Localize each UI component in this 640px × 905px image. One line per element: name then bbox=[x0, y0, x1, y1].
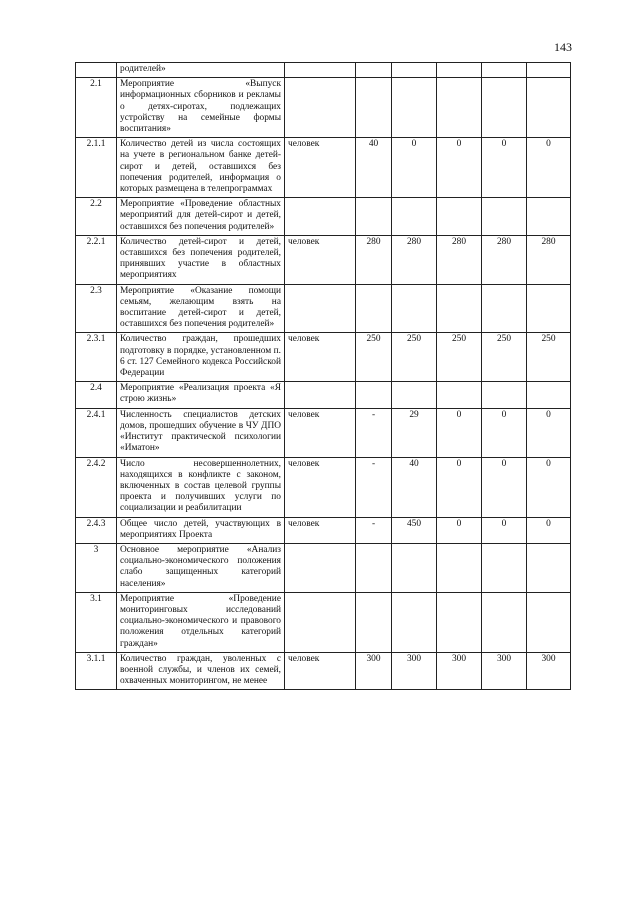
row-unit: человек bbox=[285, 408, 356, 457]
table-row bbox=[76, 78, 571, 138]
row-value-3: 300 bbox=[437, 652, 482, 690]
row-name: Мероприятие «Проведение мониторинговых исследований социально-экономического и правового положения отдельных категорий граждан» bbox=[117, 592, 285, 652]
table-row bbox=[76, 408, 571, 457]
row-name: Число несовершеннолетних, находящихся в конфликте с законом, включенных в состав целевой группы проекта и получивших услуги по социализации и реабилитации bbox=[117, 457, 285, 517]
row-value-1 bbox=[356, 198, 392, 236]
table-row bbox=[76, 284, 571, 333]
row-value-5 bbox=[527, 592, 571, 652]
row-value-4: 0 bbox=[482, 457, 527, 517]
row-value-5: 300 bbox=[527, 652, 571, 690]
row-value-2: 0 bbox=[392, 138, 437, 198]
table-row bbox=[76, 138, 571, 198]
row-value-2 bbox=[392, 382, 437, 408]
row-value-3: 0 bbox=[437, 138, 482, 198]
row-name: Общее число детей, участвующих в мероприятиях Проекта bbox=[117, 517, 285, 543]
table-row bbox=[76, 652, 571, 690]
row-value-4 bbox=[482, 592, 527, 652]
row-value-4: 0 bbox=[482, 138, 527, 198]
table-row bbox=[76, 63, 571, 78]
table-row bbox=[76, 333, 571, 382]
row-value-2: 300 bbox=[392, 652, 437, 690]
row-unit: человек bbox=[285, 652, 356, 690]
row-unit: человек bbox=[285, 235, 356, 284]
row-unit bbox=[285, 198, 356, 236]
row-number: 2.1 bbox=[76, 78, 117, 138]
row-value-4: 0 bbox=[482, 517, 527, 543]
row-value-1 bbox=[356, 382, 392, 408]
row-number bbox=[76, 63, 117, 78]
row-value-4 bbox=[482, 198, 527, 236]
table-row bbox=[76, 235, 571, 284]
row-unit: человек bbox=[285, 333, 356, 382]
row-value-4 bbox=[482, 284, 527, 333]
row-value-1 bbox=[356, 543, 392, 592]
row-name: Мероприятие «Оказание помощи семьям, желающим взять на воспитание детей-сирот и детей, оставшихся без попечения родителей» bbox=[117, 284, 285, 333]
row-value-2 bbox=[392, 592, 437, 652]
row-value-1 bbox=[356, 592, 392, 652]
table-row bbox=[76, 592, 571, 652]
row-value-4: 280 bbox=[482, 235, 527, 284]
row-value-4: 0 bbox=[482, 408, 527, 457]
row-value-3 bbox=[437, 78, 482, 138]
row-unit: человек bbox=[285, 138, 356, 198]
row-number: 2.4.3 bbox=[76, 517, 117, 543]
row-number: 2.2 bbox=[76, 198, 117, 236]
row-name: Мероприятие «Реализация проекта «Я строю жизнь» bbox=[117, 382, 285, 408]
row-value-5 bbox=[527, 78, 571, 138]
row-value-3: 0 bbox=[437, 517, 482, 543]
row-unit bbox=[285, 63, 356, 78]
indicators-table bbox=[75, 62, 571, 690]
row-value-4: 250 bbox=[482, 333, 527, 382]
row-value-5: 250 bbox=[527, 333, 571, 382]
row-value-3: 0 bbox=[437, 408, 482, 457]
row-value-5 bbox=[527, 284, 571, 333]
row-number: 3.1.1 bbox=[76, 652, 117, 690]
row-value-5 bbox=[527, 198, 571, 236]
row-number: 2.4 bbox=[76, 382, 117, 408]
row-value-5 bbox=[527, 382, 571, 408]
row-value-1: 250 bbox=[356, 333, 392, 382]
row-value-2 bbox=[392, 198, 437, 236]
row-value-2: 29 bbox=[392, 408, 437, 457]
row-name: Количество граждан, прошедших подготовку в порядке, установленном п. 6 ст. 127 Семейного кодекса Российской Федерации bbox=[117, 333, 285, 382]
row-value-3 bbox=[437, 382, 482, 408]
row-value-5: 0 bbox=[527, 408, 571, 457]
row-name: Мероприятие «Выпуск информационных сборников и рекламы о детях-сиротах, подлежащих устройству на семейные формы воспитания» bbox=[117, 78, 285, 138]
row-name: Количество детей из числа состоящих на учете в региональном банке детей-сирот и детей, оставшихся без попечения родителей, информация о которых размещена в телепрограммах bbox=[117, 138, 285, 198]
row-value-3: 280 bbox=[437, 235, 482, 284]
row-value-1 bbox=[356, 78, 392, 138]
row-value-3 bbox=[437, 284, 482, 333]
row-unit bbox=[285, 78, 356, 138]
row-value-4 bbox=[482, 543, 527, 592]
row-value-1: - bbox=[356, 408, 392, 457]
row-value-2: 450 bbox=[392, 517, 437, 543]
row-value-1: 40 bbox=[356, 138, 392, 198]
row-value-5 bbox=[527, 63, 571, 78]
row-value-2 bbox=[392, 63, 437, 78]
page-number: 143 bbox=[554, 40, 572, 54]
table-row bbox=[76, 457, 571, 517]
row-name: Мероприятие «Проведение областных мероприятий для детей-сирот и детей, оставшихся без попечения родителей» bbox=[117, 198, 285, 236]
row-value-3: 0 bbox=[437, 457, 482, 517]
row-number: 3.1 bbox=[76, 592, 117, 652]
row-unit: человек bbox=[285, 517, 356, 543]
row-value-4 bbox=[482, 78, 527, 138]
row-value-3 bbox=[437, 63, 482, 78]
row-value-4 bbox=[482, 63, 527, 78]
row-number: 2.3 bbox=[76, 284, 117, 333]
row-value-3 bbox=[437, 198, 482, 236]
table-row bbox=[76, 517, 571, 543]
row-number: 2.1.1 bbox=[76, 138, 117, 198]
row-value-3 bbox=[437, 543, 482, 592]
row-number: 2.2.1 bbox=[76, 235, 117, 284]
row-value-1 bbox=[356, 63, 392, 78]
row-name: Количество граждан, уволенных с военной службы, и членов их семей, охваченных мониторингом, не менее bbox=[117, 652, 285, 690]
row-value-1: - bbox=[356, 517, 392, 543]
row-value-3 bbox=[437, 592, 482, 652]
row-number: 2.4.2 bbox=[76, 457, 117, 517]
table-row bbox=[76, 543, 571, 592]
row-value-2 bbox=[392, 543, 437, 592]
row-name: Количество детей-сирот и детей, оставшихся без попечения родителей, принявших участие в областных мероприятиях bbox=[117, 235, 285, 284]
row-value-5 bbox=[527, 543, 571, 592]
row-value-2: 280 bbox=[392, 235, 437, 284]
row-value-4: 300 bbox=[482, 652, 527, 690]
row-name: Численность специалистов детских домов, прошедших обучение в ЧУ ДПО «Институт практической психологии «Иматон» bbox=[117, 408, 285, 457]
row-value-5: 280 bbox=[527, 235, 571, 284]
table-body bbox=[76, 63, 571, 690]
row-unit: человек bbox=[285, 457, 356, 517]
row-number: 2.3.1 bbox=[76, 333, 117, 382]
row-unit bbox=[285, 543, 356, 592]
row-value-1 bbox=[356, 284, 392, 333]
row-value-3: 250 bbox=[437, 333, 482, 382]
row-name: Основное мероприятие «Анализ социально-экономического положения слабо защищенных категорий населения» bbox=[117, 543, 285, 592]
row-unit bbox=[285, 382, 356, 408]
row-value-5: 0 bbox=[527, 517, 571, 543]
row-value-2 bbox=[392, 284, 437, 333]
row-value-2 bbox=[392, 78, 437, 138]
table-row bbox=[76, 198, 571, 236]
table-row bbox=[76, 382, 571, 408]
row-name: родителей» bbox=[117, 63, 285, 78]
row-unit bbox=[285, 592, 356, 652]
row-value-1: - bbox=[356, 457, 392, 517]
row-unit bbox=[285, 284, 356, 333]
row-number: 2.4.1 bbox=[76, 408, 117, 457]
row-value-4 bbox=[482, 382, 527, 408]
row-value-1: 300 bbox=[356, 652, 392, 690]
row-value-5: 0 bbox=[527, 457, 571, 517]
row-value-5: 0 bbox=[527, 138, 571, 198]
row-number: 3 bbox=[76, 543, 117, 592]
row-value-2: 250 bbox=[392, 333, 437, 382]
row-value-2: 40 bbox=[392, 457, 437, 517]
row-value-1: 280 bbox=[356, 235, 392, 284]
